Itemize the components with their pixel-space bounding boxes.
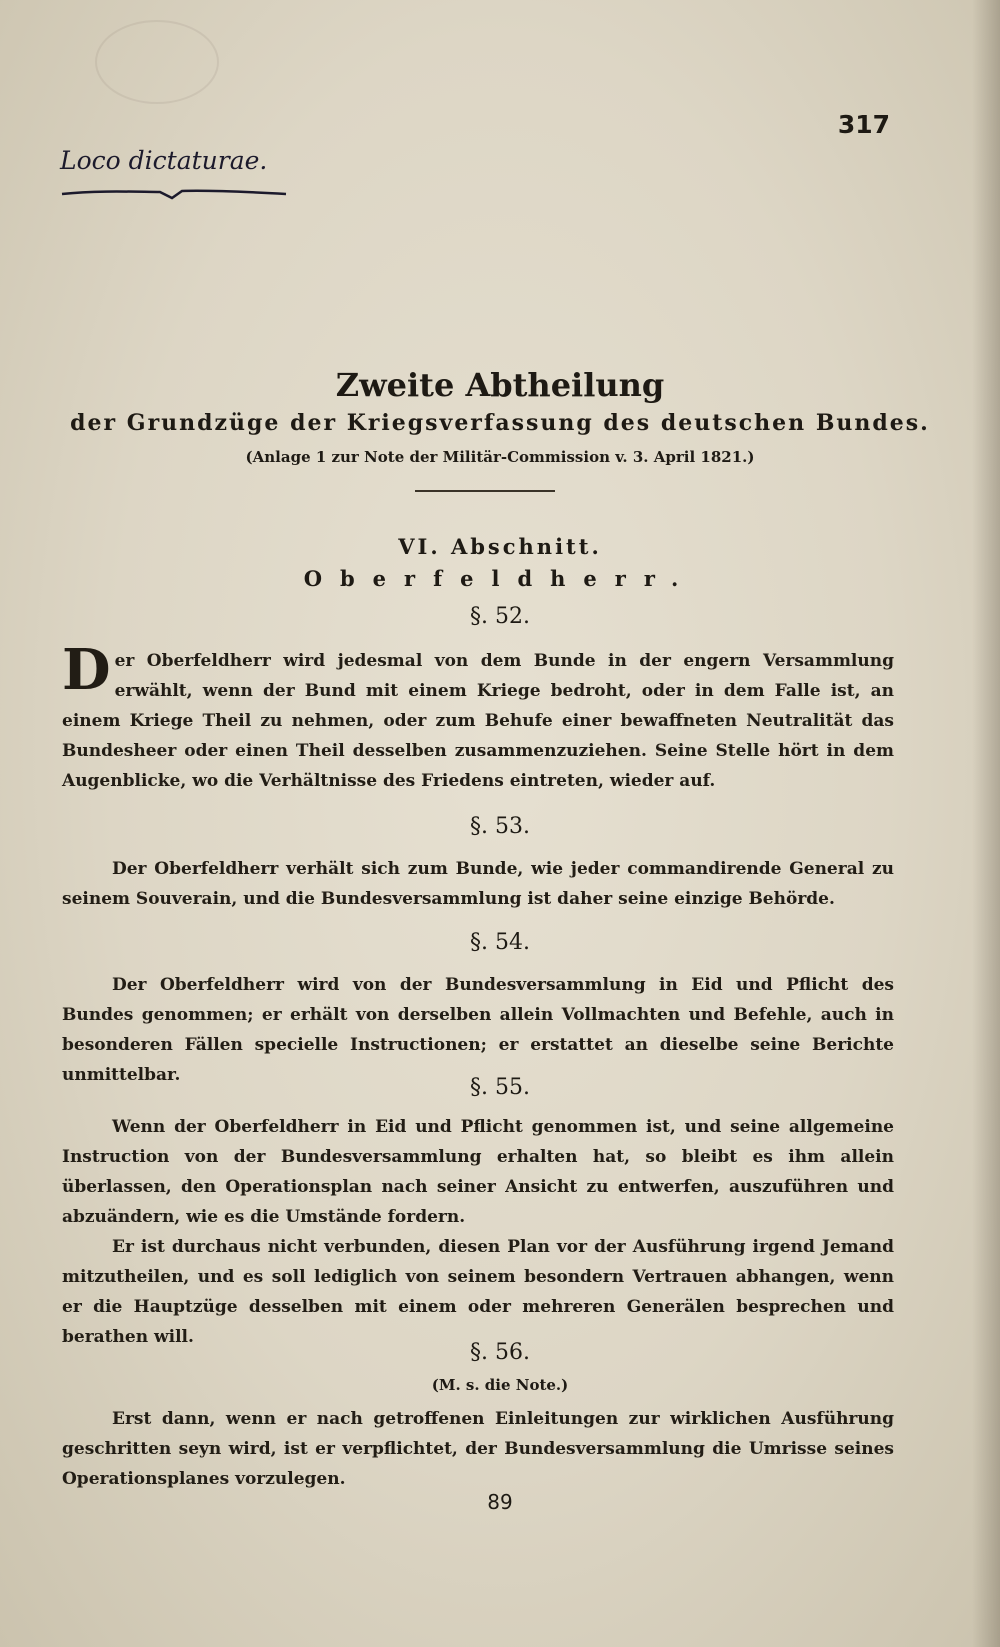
- paragraph-sign-55: §. 55.: [470, 1075, 530, 1100]
- title-divider: [415, 490, 555, 492]
- paragraph-53-text: Der Oberfeldherr verhält sich zum Bunde, wie jeder commandirende General zu seinem Souverain, und die Bundesversammlung ist daher seine einzige Behörde.: [62, 859, 894, 909]
- paragraph-54-text: Der Oberfeldherr wird von der Bundesversammlung in Eid und Pflicht des Bundes genommen; er erhält von derselben allein Vollmachten und Befehle, auch in besonderen Fällen specielle Instructionen; er erstattet an dieselbe seine Berichte unmittelbar.: [62, 975, 894, 1085]
- drop-capital: D: [62, 637, 111, 703]
- paragraph-55: [62, 1112, 894, 1352]
- faded-stamp: [95, 20, 219, 104]
- paragraph-56-text: Erst dann, wenn er nach getroffenen Einleitungen zur wirklichen Ausführung geschritten seyn wird, ist er verpflichtet, der Bundesversammlung die Umrisse seines Operationsplanes vorzulegen.: [62, 1409, 894, 1489]
- paragraph-56: [62, 1404, 894, 1494]
- paragraph-52-text: er Oberfeldherr wird jedesmal von dem Bunde in der engern Versammlung erwählt, wenn der Bund mit einem Kriege bedroht, oder in dem Falle ist, an einem Kriege Theil zu nehmen, oder zum Behufe einer bewaffneten Neutralität das Bundesheer oder einen Theil desselben zusammenzuziehen. Seine Stelle hört in dem Augenblicke, wo die Verhältnisse des Friedens eintreten, wieder auf.: [62, 651, 894, 791]
- paragraph-sign-53: §. 53.: [470, 814, 530, 839]
- section-name: Oberfeldherr.: [303, 566, 697, 591]
- handwritten-header-note: Loco dictaturae.: [60, 146, 268, 175]
- part-subtitle: der Grundzüge der Kriegsverfassung des deutschen Bundes.: [70, 410, 930, 436]
- paragraph-52: [62, 637, 894, 796]
- paragraph-sign-56: §. 56.: [470, 1340, 530, 1365]
- section-number: VI. Abschnitt.: [398, 534, 602, 559]
- annex-reference: (Anlage 1 zur Note der Militär-Commission v. 3. April 1821.): [245, 448, 755, 466]
- note-reference: (M. s. die Note.): [431, 1376, 569, 1394]
- paragraph-55-text: Wenn der Oberfeldherr in Eid und Pflicht genommen ist, und seine allgemeine Instruction von der Bundesversammlung erhalten hat, so bleibt es ihm allein überlassen, den Operationsplan nach seiner Ansicht zu entwerfen, auszuführen und abzuändern, wie es die Umstände fordern.: [62, 1117, 894, 1227]
- paragraph-55-text-2: Er ist durchaus nicht verbunden, diesen Plan vor der Ausführung irgend Jemand mitzutheilen, und es soll lediglich von seinem besondern Vertrauen abhangen, wenn er die Hauptzüge desselben mit einem oder mehreren Generälen besprechen und berathen will.: [62, 1237, 894, 1347]
- handwritten-underline: [60, 186, 288, 200]
- page-number: 317: [837, 110, 890, 139]
- folio-number: 89: [487, 1490, 513, 1514]
- paragraph-54: [62, 970, 894, 1090]
- paragraph-sign-52: §. 52.: [470, 604, 530, 629]
- paragraph-sign-54: §. 54.: [470, 930, 530, 955]
- part-title: Zweite Abtheilung: [335, 366, 665, 404]
- paragraph-53: [62, 854, 894, 914]
